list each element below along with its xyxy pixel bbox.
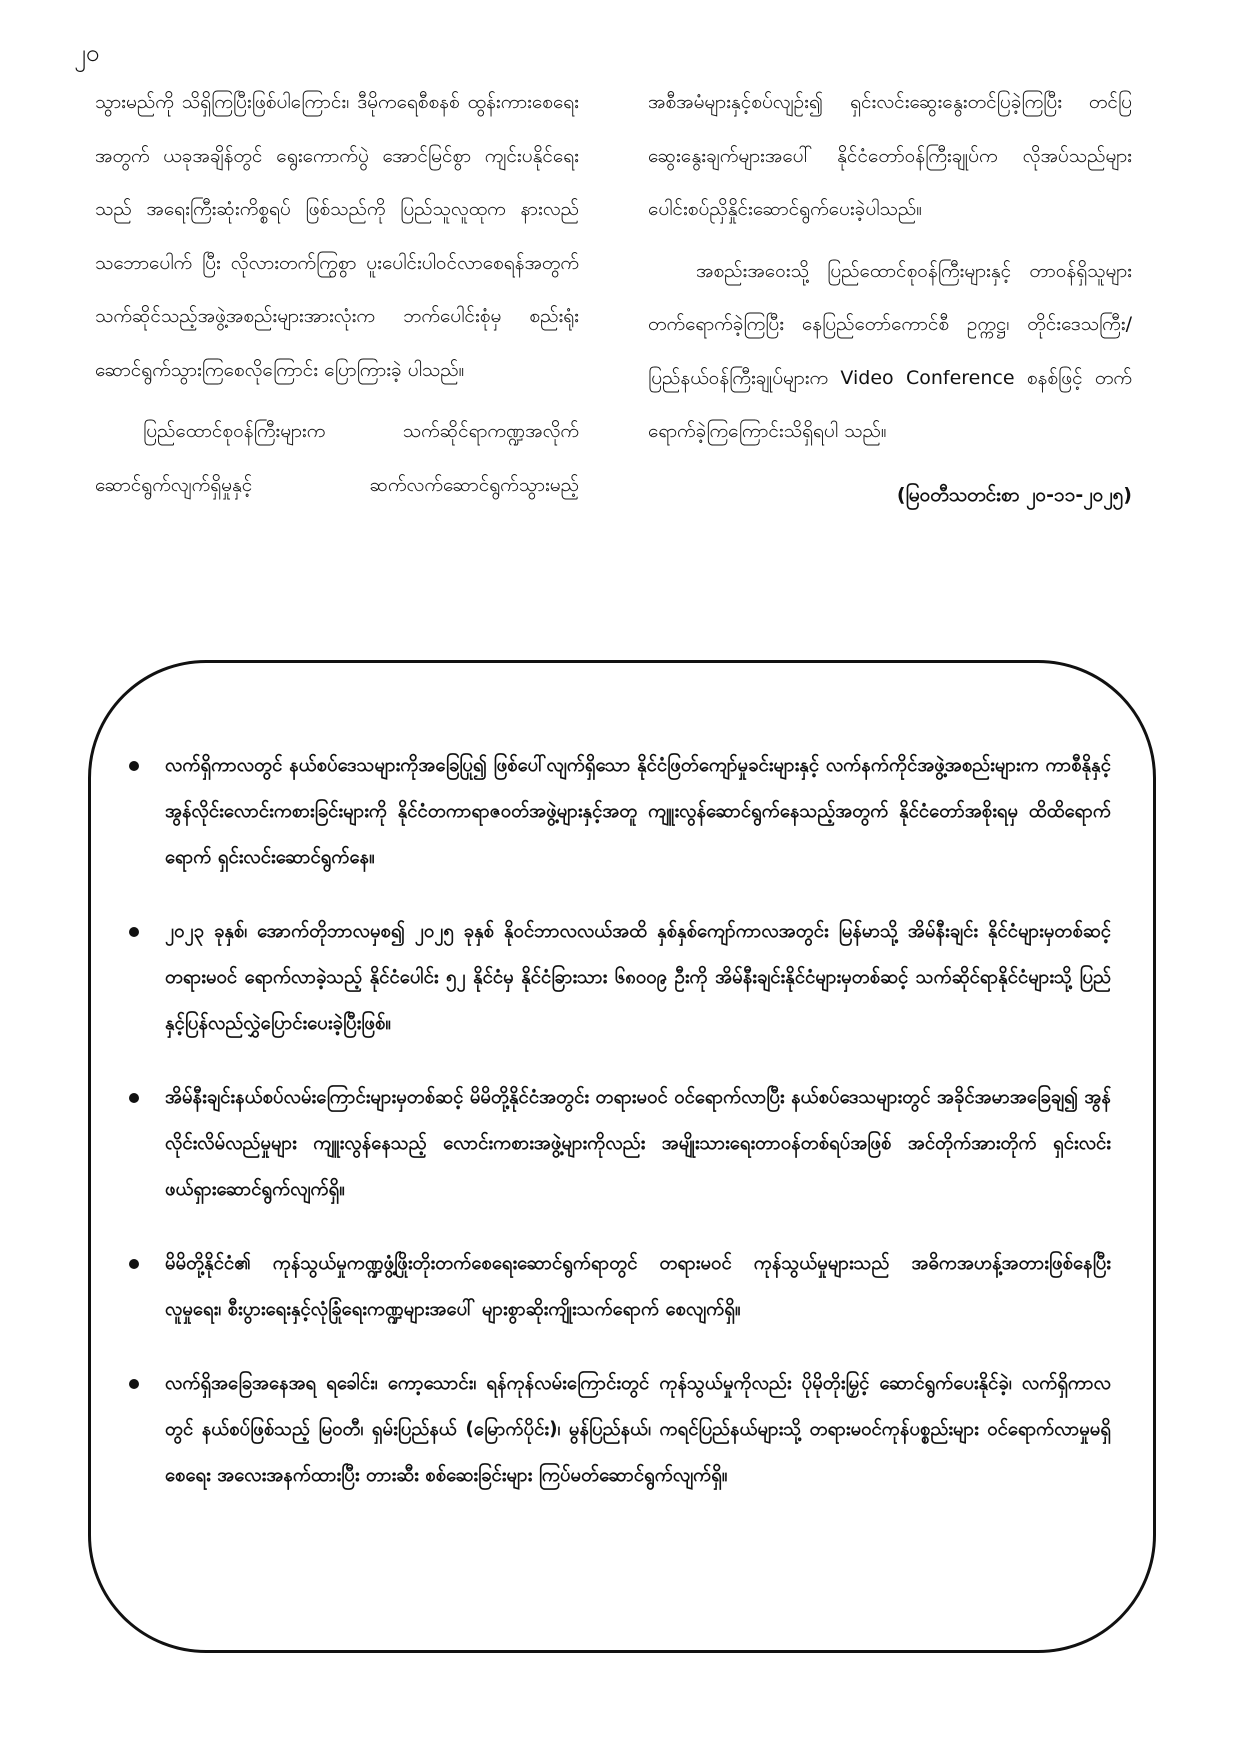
bullet-item bbox=[129, 1241, 1111, 1333]
right-column bbox=[648, 76, 1132, 522]
left-paragraph-2: ပြည်ထောင်စုဝန်ကြီးများက သက်ဆိုင်ရာကဏ္ဍအလိုက် ဆောင်ရွက်လျက်ရှိမှုနှင့် ဆက်လက်ဆောင်ရွက်သွားမည့် bbox=[95, 420, 579, 496]
source-citation: (မြဝတီသတင်းစာ ၂၀-၁၁-၂၀၂၅) bbox=[896, 483, 1132, 506]
left-paragraph-1: သွားမည်ကို သိရှိကြပြီးဖြစ်ပါကြောင်း၊ ဒီမိုကရေစီစနစ် ထွန်းကားစေရေးအတွက် ယခုအချိန်တွင် ရွေးကောက်ပွဲ အောင်မြင်စွာ ကျင်းပနိုင်ရေးသည် အရေးကြီးဆုံးကိစ္စရပ် ဖြစ်သည်ကို ပြည်သူလူထုက နားလည်သဘောပေါက် ပြီး လိုလားတက်ကြွစွာ ပူးပေါင်းပါဝင်လာစေရန်အတွက် သက်ဆိုင်သည့်အဖွဲ့အစည်းများအားလုံးက ဘက်ပေါင်းစုံမှ စည်းရုံးဆောင်ရွက်သွားကြစေလိုကြောင်း ပြောကြားခဲ့ ပါသည်။ bbox=[95, 91, 579, 381]
bullet-item bbox=[129, 743, 1111, 881]
summary-box bbox=[88, 660, 1156, 1653]
page-number: ၂၀ bbox=[74, 39, 100, 67]
bullet-text: လက်ရှိအခြေအနေအရ ရခေါင်း၊ ကော့သောင်း၊ ရန်ကုန်လမ်းကြောင်းတွင် ကုန်သွယ်မှုကိုလည်း ပိုမိုတိုးမြှင့် ဆောင်ရွက်ပေးနိုင်ခဲ့၊ လက်ရှိကာလတွင် နယ်စပ်ဖြစ်သည့် မြဝတီ၊ ရှမ်းပြည်နယ် (မြောက်ပိုင်း)၊ မွန်ပြည်နယ်၊ ကရင်ပြည်နယ်များသို့ တရားမဝင်ကုန်ပစ္စည်းများ ဝင်ရောက်လာမှုမရှိစေရေး အလေးအနက်ထားပြီး တားဆီး စစ်ဆေးခြင်းများ ကြပ်မတ်ဆောင်ရွက်လျက်ရှိ။ bbox=[165, 1373, 1111, 1486]
bullet-text: မိမိတို့နိုင်ငံ၏ ကုန်သွယ်မှုကဏ္ဍဖွံ့ဖြိုးတိုးတက်စေရေးဆောင်ရွက်ရာတွင် တရားမဝင် ကုန်သွယ်မှုများသည် အဓိကအဟန့်အတားဖြစ်နေပြီး လူမှုရေး၊ စီးပွားရေးနှင့်လုံခြုံရေးကဏ္ဍများအပေါ် များစွာဆိုးကျိုးသက်ရောက် စေလျက်ရှိ။ bbox=[165, 1253, 1111, 1320]
bullet-dot-icon bbox=[129, 1259, 139, 1269]
bullet-dot-icon bbox=[129, 1379, 139, 1389]
bullet-item bbox=[129, 1075, 1111, 1213]
bullet-dot-icon bbox=[129, 1093, 139, 1103]
bullet-text: အိမ်နီးချင်းနယ်စပ်လမ်းကြောင်းများမှတစ်ဆင့် မိမိတို့နိုင်ငံအတွင်း တရားမဝင် ဝင်ရောက်လာပြီး နယ်စပ်ဒေသများတွင် အခိုင်အမာအခြေချ၍ အွန်လိုင်းလိမ်လည်မှုများ ကျူးလွန်နေသည့် လောင်းကစားအဖွဲ့များကိုလည်း အမျိုးသားရေးတာဝန်တစ်ရပ်အဖြစ် အင်တိုက်အားတိုက် ရှင်းလင်းဖယ်ရှားဆောင်ရွက်လျက်ရှိ။ bbox=[165, 1087, 1111, 1200]
bullet-list bbox=[129, 743, 1111, 1527]
right-paragraph-2: အစည်းအဝေးသို့ ပြည်ထောင်စုဝန်ကြီးများနှင့် တာဝန်ရှိသူများ တက်ရောက်ခဲ့ကြပြီး နေပြည်တော်ကောင်စီ ဥက္ကဋ္ဌ၊ တိုင်းဒေသကြီး/ ပြည်နယ်ဝန်ကြီးချုပ်များက Video Conference စနစ်ဖြင့် တက်ရောက်ခဲ့ကြကြောင်းသိရှိရပါ သည်။ bbox=[648, 259, 1132, 442]
bullet-item bbox=[129, 909, 1111, 1047]
bullet-text: ၂၀၂၃ ခုနှစ်၊ အောက်တိုဘာလမှစ၍ ၂၀၂၅ ခုနှစ် နိုဝင်ဘာလလယ်အထိ နှစ်နှစ်ကျော်ကာလအတွင်း မြန်မာသို့ အိမ်နီးချင်း နိုင်ငံများမှတစ်ဆင့် တရားမဝင် ရောက်လာခဲ့သည့် နိုင်ငံပေါင်း ၅၂ နိုင်ငံမှ နိုင်ငံခြားသား ၆၈၀၀၉ ဦးကို အိမ်နီးချင်းနိုင်ငံများမှတစ်ဆင့် သက်ဆိုင်ရာနိုင်ငံများသို့ ပြည်နှင့်ပြန်လည်လွှဲပြောင်းပေးခဲ့ပြီးဖြစ်။ bbox=[165, 921, 1111, 1034]
bullet-dot-icon bbox=[129, 927, 139, 937]
right-paragraph-1: အစီအမံများနှင့်စပ်လျဉ်း၍ ရှင်းလင်းဆွေးနွေးတင်ပြခဲ့ကြပြီး တင်ပြဆွေးနွေးချက်များအပေါ် နိုင်ငံတော်ဝန်ကြီးချုပ်က လိုအပ်သည်များ ပေါင်းစပ်ညှိနှိုင်းဆောင်ရွက်ပေးခဲ့ပါသည်။ bbox=[648, 91, 1132, 220]
bullet-text: လက်ရှိကာလတွင် နယ်စပ်ဒေသများကိုအခြေပြု၍ ဖြစ်ပေါ်လျက်ရှိသော နိုင်ငံဖြတ်ကျော်မှုခင်းများနှင့် လက်နက်ကိုင်အဖွဲ့အစည်းများက ကာစီနိုနှင့် အွန်လိုင်းလောင်းကစားခြင်းများကို နိုင်ငံတကာရာဇဝတ်အဖွဲ့များနှင့်အတူ ကျူးလွန်ဆောင်ရွက်နေသည့်အတွက် နိုင်ငံတော်အစိုးရမှ ထိထိရောက်ရောက် ရှင်းလင်းဆောင်ရွက်နေ။ bbox=[165, 755, 1111, 868]
left-column bbox=[95, 76, 579, 512]
bullet-item bbox=[129, 1361, 1111, 1499]
bullet-dot-icon bbox=[129, 761, 139, 771]
